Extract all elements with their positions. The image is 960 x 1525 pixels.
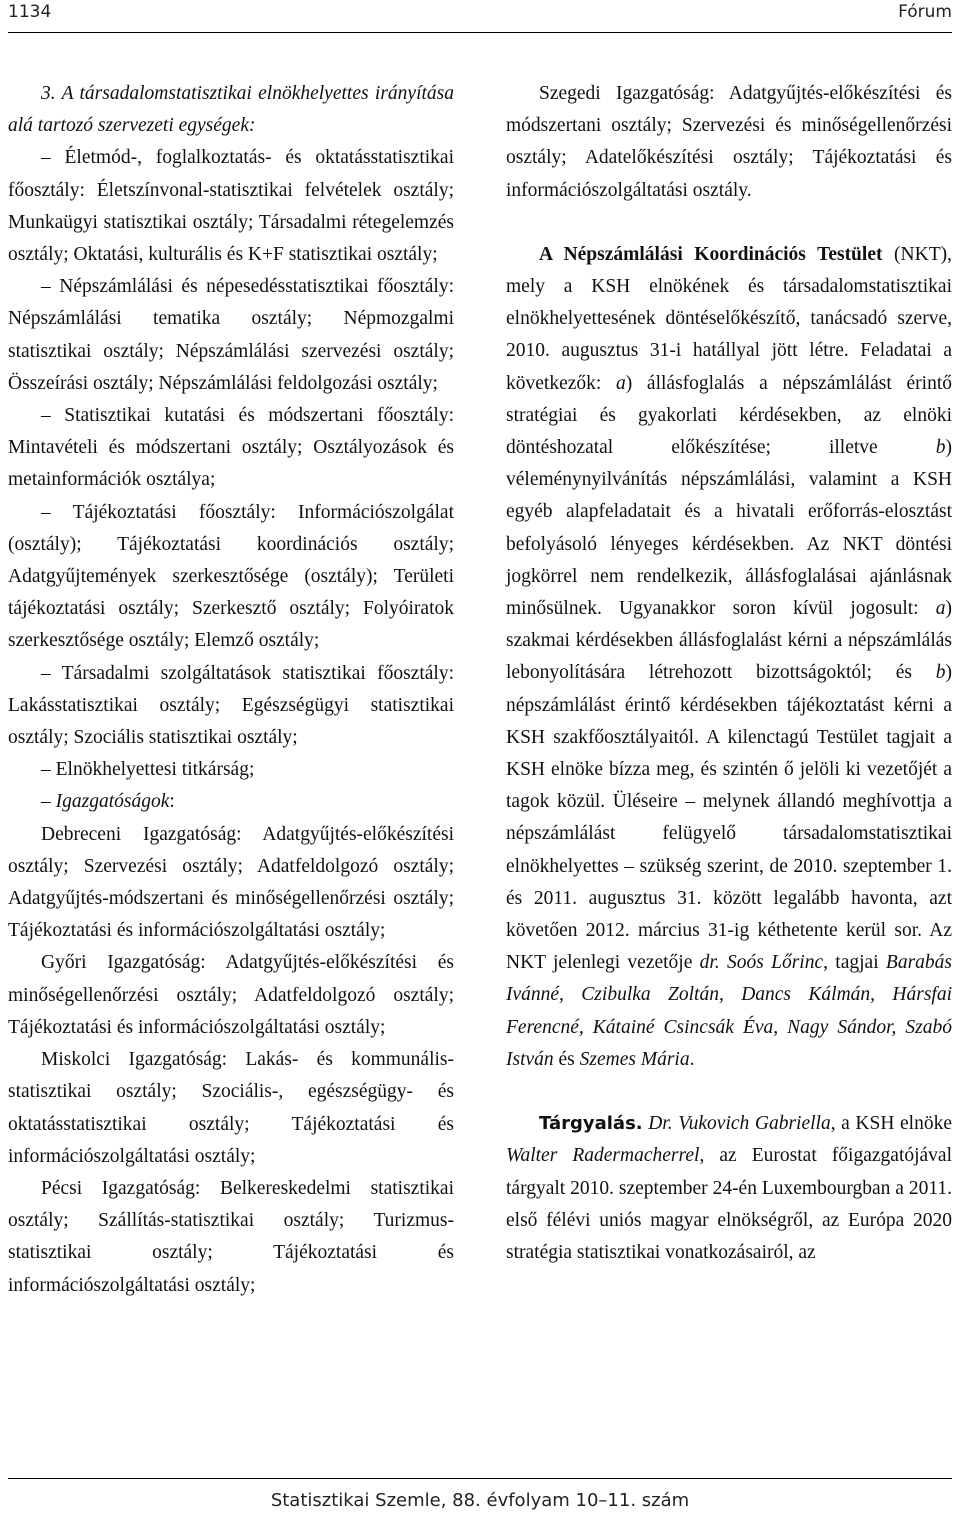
paragraph bbox=[8, 786, 454, 818]
text-run: , az Eurostat főigazgatójával tárgyalt 2010. szeptember 24-én Luxembourgban a 2011. első félévi uniós magyar elnökségről, az Európa 2020 stratégia statisztikai vonatkozásairól, az bbox=[506, 1145, 953, 1263]
paragraph: – Elnökhelyettesi titkárság; bbox=[41, 759, 255, 781]
italic-term: a bbox=[616, 372, 626, 394]
italic-name: Dr. Vukovich Gabriella bbox=[648, 1113, 831, 1135]
paragraph: – Életmód-, foglalkoztatás- és oktatásstatisztikai főosztály: Életszínvonal-statisztikai felvételek osztály; Munkaügyi statisztikai osztály; Társadalmi rétegelemzés osztály; Oktatási, kulturális és K+F statisztikai osztály; bbox=[8, 147, 454, 266]
italic-name: Walter Radermacherrel bbox=[506, 1145, 700, 1167]
bold-lead: Tárgyalás. bbox=[539, 1113, 643, 1135]
italic-term: b bbox=[935, 437, 946, 459]
italic-term: a bbox=[935, 598, 946, 620]
italic-name: Szemes Mária bbox=[579, 1048, 690, 1070]
text-run: ) állásfoglalás a népszámlálást érintő stratégiai és gyakorlati kérdésekben, az elnöki döntéshozatal előkészítése; illetve bbox=[506, 372, 952, 459]
italic-names: Barabás Ivánné, Czibulka Zoltán, Dancs Kálmán, Hársfai Ferencné, Kátainé Csincsák Éva, Nagy Sándor, Szabó István bbox=[506, 952, 952, 1070]
bold-term: A Népszámlálási Koordinációs Testület bbox=[539, 243, 883, 265]
dash: – bbox=[41, 791, 56, 813]
paragraph-gap bbox=[506, 1076, 952, 1108]
left-column bbox=[8, 78, 454, 1302]
paragraph-nkt bbox=[506, 239, 952, 1076]
paragraph: – Társadalmi szolgáltatások statisztikai főosztály: Lakásstatisztikai osztály; Egészségügyi statisztikai osztály; Szociális statisztikai osztály; bbox=[8, 662, 454, 749]
paragraph: – Tájékoztatási főosztály: Információszolgálat (osztály); Tájékoztatási koordinációs osztály; Adatgyűjtemények szerkesztősége (osztály); Területi tájékoztatási osztály; Szerkesztő osztály; Folyóiratok szerkesztősége osztály; Elemző osztály; bbox=[8, 501, 454, 652]
text-run: (NKT), mely a KSH elnökének és társadalomstatisztikai elnökhelyettesének döntéselőkészítő, tanácsadó szerve, 2010. augusztus 31-i hatállyal jött létre. Feladatai a következők: bbox=[506, 243, 952, 394]
section-title: Fórum bbox=[898, 2, 952, 22]
paragraph-gap bbox=[506, 207, 952, 239]
italic-name: dr. Soós Lőrinc bbox=[699, 952, 824, 974]
italic-term: Igazgatóságok bbox=[55, 791, 170, 813]
section-heading: 3. A társadalomstatisztikai elnökhelyettes irányítása alá tartozó szervezeti egységek: bbox=[8, 83, 454, 137]
text-run: ) véleménynyilvánítás népszámlálási, valamint a KSH egyéb alapfeladatait és a hivatali erőforrás-elosztást befolyásoló lényeges kérdésekben. Az NKT döntési jogkörrel nem rendelkezik, állásfoglalásai ajánlásnak minősülnek. Ugyanakkor soron kívül jogosult: bbox=[506, 437, 952, 620]
text-run: , tagjai bbox=[823, 952, 886, 974]
text-run: . bbox=[689, 1048, 695, 1070]
header-rule bbox=[8, 32, 952, 33]
text-run: , a KSH elnöke bbox=[830, 1113, 953, 1135]
text-run: ) szakmai kérdésekben állásfoglalást kérni a népszámlálás lebonyolítására létrehozott bizottságoktól; és bbox=[506, 598, 952, 684]
paragraph: Szegedi Igazgatóság: Adatgyűjtés-előkészítési és módszertani osztály; Szervezési és minőségellenőrzési osztály; Adatelőkészítési osztály; Tájékoztatási és információszolgáltatási osztály. bbox=[506, 83, 952, 201]
page-number: 1134 bbox=[8, 2, 52, 22]
colon: : bbox=[169, 791, 175, 813]
paragraph: – Népszámlálási és népesedésstatisztikai főosztály: Népszámlálási tematika osztály; Népmozgalmi statisztikai osztály; Népszámlálási szervezési osztály; Összeírási osztály; Népszámlálási feldolgozási osztály; bbox=[8, 276, 454, 394]
paragraph: Pécsi Igazgatóság: Belkereskedelmi statisztikai osztály; Szállítás-statisztikai osztály; Turizmus-statisztikai osztály; Tájékoztatási és információszolgáltatási osztály; bbox=[8, 1177, 454, 1296]
italic-term: b bbox=[935, 662, 946, 684]
paragraph: Miskolci Igazgatóság: Lakás- és kommunális-statisztikai osztály; Szociális-, egészségügy- és oktatásstatisztikai osztály; Tájékoztatási és információszolgáltatási osztály; bbox=[8, 1049, 454, 1167]
paragraph: – Statisztikai kutatási és módszertani főosztály: Mintavételi és módszertani osztály; Osztályozások és metainformációk osztálya; bbox=[8, 405, 454, 491]
text-run: ) népszámlálást érintő kérdésekben tájékoztatást kérni a KSH szakfőosztályaitól. A kilenctagú Testület tagjait a KSH elnöke bízza meg, és szintén ő jelöli ki vezetőjét a tagok közül. Üléseire – melynek állandó meghívottja a népszámlálást felügyelő társadalomstatisztikai elnökhelyettes – szükség szerint, de 2010. szeptember 1. és 2011. augusztus 31. között legalább havonta, azt követően 2012. március 31-ig kéthetente kerül sor. Az NKT jelenlegi vezetője bbox=[506, 662, 952, 974]
page-header bbox=[8, 2, 952, 24]
page-footer: Statisztikai Szemle, 88. évfolyam 10–11. szám bbox=[270, 1490, 690, 1511]
paragraph: Debreceni Igazgatóság: Adatgyűjtés-előkészítési osztály; Szervezési osztály; Adatfeldolgozó osztály; Adatgyűjtés-módszertani és minőségellenőrzési osztály; Tájékoztatási és információszolgáltatási osztály; bbox=[8, 823, 454, 942]
paragraph: Győri Igazgatóság: Adatgyűjtés-előkészítési és minőségellenőrzési osztály; Adatfeldolgozó osztály; Tájékoztatási és információszolgáltatási osztály; bbox=[8, 952, 454, 1038]
paragraph-targyalas bbox=[506, 1108, 952, 1269]
footer-rule bbox=[8, 1478, 952, 1479]
right-column bbox=[506, 78, 952, 1269]
text-run: és bbox=[553, 1048, 580, 1070]
